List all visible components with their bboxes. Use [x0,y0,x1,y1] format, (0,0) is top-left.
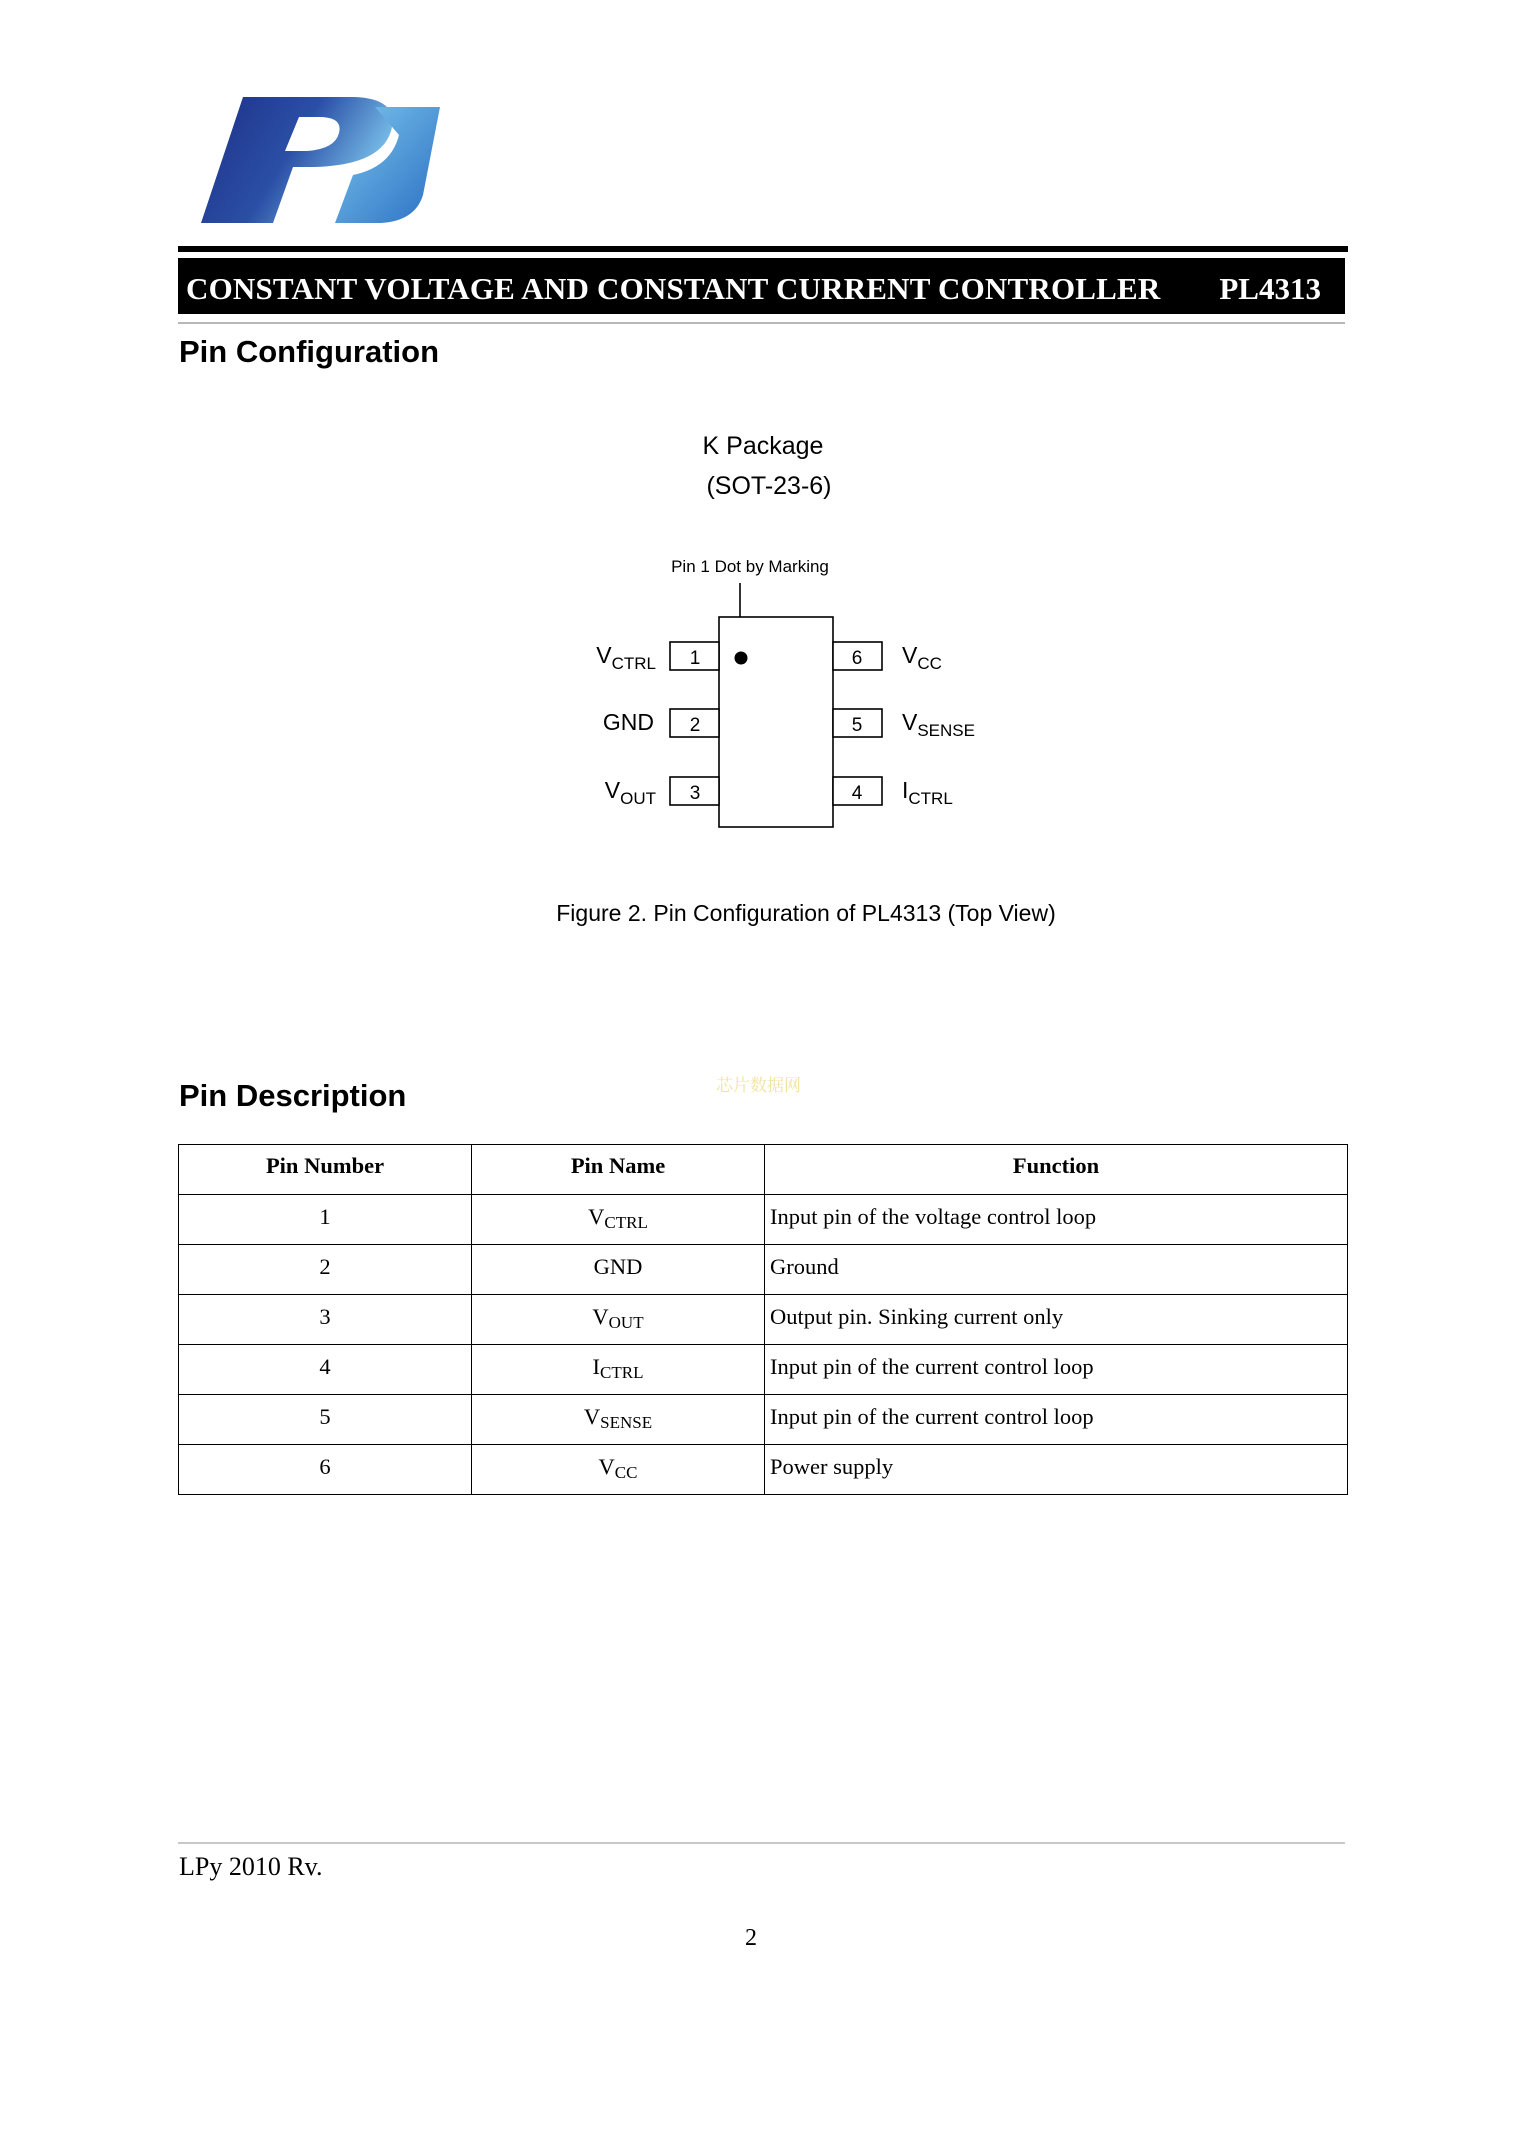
pin-number-cell: 6 [179,1445,472,1495]
revision-text: LPy 2010 Rv. [179,1852,323,1881]
svg-text:VSENSE: $V_{SENSE}$ [902,709,975,740]
header-rule-thin [178,322,1345,324]
pin-configuration-heading: Pin Configuration [179,334,440,369]
pin1-dot [735,652,748,665]
pin-description-table [178,1144,1348,1495]
left-pin-2 [603,709,719,737]
figure-caption: Figure 2. Pin Configuration of PL4313 (Top View) [556,900,1056,926]
svg-text:ICTRL: $I_{CTRL}$ [902,777,953,808]
pin-name-cell: $V_{SENSE}$ [472,1395,765,1445]
table-header-row [179,1145,1348,1195]
part-number: PL4313 [1219,271,1321,306]
package-type: (SOT-23-6) [706,472,832,500]
svg-text:4: 4 [851,783,863,804]
document-title: CONSTANT VOLTAGE AND CONSTANT CURRENT CONTROLLER [186,271,1161,306]
column-header-pin-number: Pin Number [179,1145,472,1195]
table-row [179,1395,1348,1445]
pin-diagram [560,425,1020,845]
pin-function-cell: Input pin of the current control loop [765,1345,1348,1395]
pin-number-cell: 2 [179,1245,472,1295]
pin-function-cell: Ground [765,1245,1348,1295]
pin-number-cell: 5 [179,1395,472,1445]
right-pin-4 [833,777,953,808]
pin-function-cell: Input pin of the voltage control loop [765,1195,1348,1245]
pin-name-cell: $V_{CTRL}$ [472,1195,765,1245]
ic-body [719,617,833,827]
left-pin-1 [596,642,719,673]
pin-name-cell: $V_{OUT}$ [472,1295,765,1345]
table-row [179,1295,1348,1345]
company-logo [195,95,440,227]
header-rule-thick [178,246,1348,252]
pin-function-cell: Input pin of the current control loop [765,1395,1348,1445]
svg-text:GND: GND [602,709,654,735]
right-pin-5 [833,709,975,740]
svg-text:3: 3 [689,783,701,804]
svg-text:2: 2 [689,715,701,736]
pin-number-cell: 1 [179,1195,472,1245]
table-row [179,1245,1348,1295]
left-pin-3 [605,777,719,808]
footer-rule [178,1842,1345,1844]
pin1-note: Pin 1 Dot by Marking [671,557,829,576]
pin-name-cell: $V_{CC}$ [472,1445,765,1495]
table-row [179,1345,1348,1395]
pin-number-cell: 4 [179,1345,472,1395]
table-row [179,1445,1348,1495]
package-name: K Package [702,432,824,460]
column-header-function: Function [765,1145,1348,1195]
svg-text:5: 5 [851,715,863,736]
header-title-bar [178,258,1345,314]
table-row [179,1195,1348,1245]
page-number: 2 [745,1925,757,1951]
right-pin-6 [833,642,942,673]
column-header-pin-name: Pin Name [472,1145,765,1195]
watermark: 芯片数据网 [716,1076,801,1096]
svg-text:VCC: $V_{CC}$ [902,642,942,673]
svg-text:6: 6 [851,648,863,669]
pin-number-cell: 3 [179,1295,472,1345]
svg-text:1: 1 [689,648,701,669]
svg-text:VCTRL: $V_{CTRL}$ [596,642,656,673]
svg-text:VOUT: $V_{OUT}$ [604,777,656,808]
pin-name-cell: GND [472,1245,765,1295]
pin-description-heading: Pin Description [179,1078,407,1113]
pin-function-cell: Output pin. Sinking current only [765,1295,1348,1345]
pin-function-cell: Power supply [765,1445,1348,1495]
pin-name-cell: $I_{CTRL}$ [472,1345,765,1395]
